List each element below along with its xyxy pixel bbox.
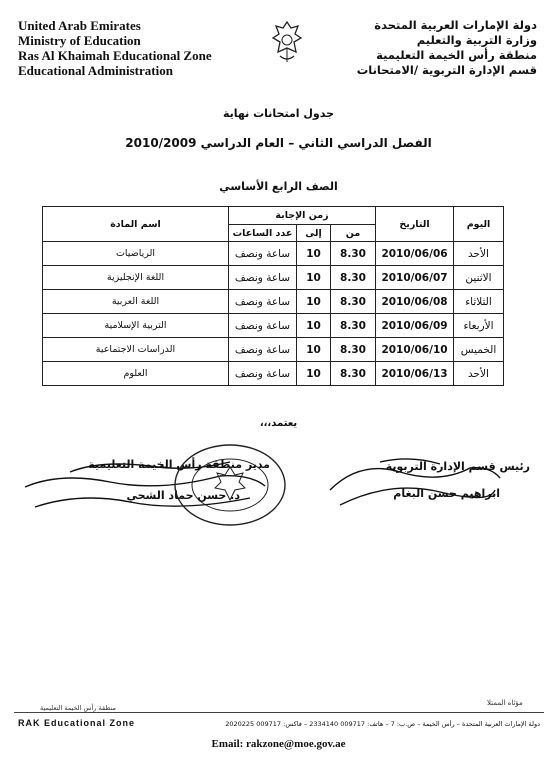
table-row	[43, 242, 504, 266]
table-row	[43, 266, 504, 290]
table-header-row	[43, 207, 504, 225]
footer-email: Email: rakzone@moe.gov.ae	[211, 738, 346, 750]
cell-date: 2010/06/09	[376, 314, 454, 338]
cell-date: 2010/06/07	[376, 266, 454, 290]
footer-contact-line: دولة الإمارات العربية المتحدة – رأس الخيمة – ص.ب: 7 – هاتف: 009717 2334140 – فاكس: 009717 2020225	[225, 720, 540, 728]
header-date: التاريخ	[376, 207, 454, 242]
arabic-header-line-4: قسم الإدارة التربوية /الامتحانات	[356, 63, 537, 77]
header-hours: عدد الساعات	[229, 225, 297, 242]
cell-to: 10	[297, 266, 331, 290]
cell-hours: ساعة ونصف	[229, 290, 297, 314]
arabic-header-line-3: منطقة رأس الخيمة التعليمية	[376, 48, 537, 62]
uae-emblem-icon	[270, 18, 304, 68]
official-stamp-icon	[170, 440, 290, 530]
english-header-line-4: Educational Administration	[18, 63, 173, 78]
arabic-header-line-1: دولة الإمارات العربية المتحدة	[374, 18, 537, 32]
cell-subject: اللغة العربية	[43, 290, 229, 314]
cell-to: 10	[297, 242, 331, 266]
cell-from: 8.30	[331, 338, 376, 362]
cell-subject: الرياضيات	[43, 242, 229, 266]
cell-hours: ساعة ونصف	[229, 314, 297, 338]
cell-day: الأحد	[454, 242, 504, 266]
cell-hours: ساعة ونصف	[229, 338, 297, 362]
header-answer-time: زمن الإجابة	[229, 207, 376, 225]
cell-date: 2010/06/13	[376, 362, 454, 386]
signature-right-name: ابراهيم حسن البغام	[393, 487, 500, 500]
signature-block-right	[330, 460, 530, 500]
document-title: جدول امتحانات نهاية	[222, 107, 335, 120]
header-day: اليوم	[454, 207, 504, 242]
signature-left-title: مدير منطقة رأس الخيمة التعليمية	[88, 458, 270, 471]
header-to: إلى	[297, 225, 331, 242]
cell-to: 10	[297, 314, 331, 338]
cell-from: 8.30	[331, 362, 376, 386]
english-header-line-2: Ministry of Education	[18, 33, 141, 48]
cell-from: 8.30	[331, 314, 376, 338]
cell-day: الأربعاء	[454, 314, 504, 338]
footer-right-small-text: مؤثاه الممتلا	[487, 699, 523, 707]
cell-date: 2010/06/08	[376, 290, 454, 314]
cell-date: 2010/06/06	[376, 242, 454, 266]
cell-subject: العلوم	[43, 362, 229, 386]
document-subtitle: الفصل الدراسي الثاني – العام الدراسي 2010/2009	[125, 136, 432, 150]
cell-day: الثلاثاء	[454, 290, 504, 314]
footer-left-small-text: منطقة رأس الخيمة التعليمية	[40, 704, 117, 712]
cell-from: 8.30	[331, 242, 376, 266]
cell-hours: ساعة ونصف	[229, 362, 297, 386]
cell-to: 10	[297, 290, 331, 314]
cell-from: 8.30	[331, 290, 376, 314]
arabic-header	[307, 18, 537, 78]
cell-day: الاثنين	[454, 266, 504, 290]
cell-to: 10	[297, 362, 331, 386]
cell-day: الخميس	[454, 338, 504, 362]
exam-schedule-table	[42, 206, 504, 386]
english-header-line-1: United Arab Emirates	[18, 18, 141, 33]
table-row	[43, 290, 504, 314]
cell-hours: ساعة ونصف	[229, 266, 297, 290]
cell-to: 10	[297, 338, 331, 362]
footer-zone-name: RAK Educational Zone	[18, 718, 136, 728]
grade-label: الصف الرابع الأساسي	[219, 180, 338, 193]
english-header-line-3: Ras Al Khaimah Educational Zone	[18, 48, 212, 63]
cell-hours: ساعة ونصف	[229, 242, 297, 266]
cell-subject: الدراسات الاجتماعية	[43, 338, 229, 362]
cell-subject: اللغة الإنجليزية	[43, 266, 229, 290]
cell-date: 2010/06/10	[376, 338, 454, 362]
approval-label: يعتمد،،،	[259, 418, 298, 429]
header-from: من	[331, 225, 376, 242]
signature-right-title: رئيس قسم الإدارة التربوية	[385, 460, 530, 473]
table-row	[43, 338, 504, 362]
footer-divider	[14, 712, 544, 713]
cell-subject: التربية الإسلامية	[43, 314, 229, 338]
cell-from: 8.30	[331, 266, 376, 290]
table-row	[43, 314, 504, 338]
english-header	[18, 18, 238, 78]
arabic-header-line-2: وزارة التربية والتعليم	[416, 33, 537, 47]
signature-left-name: د. حسن حماد الشحي	[126, 489, 240, 502]
cell-day: الأحد	[454, 362, 504, 386]
header-subject: اسم المادة	[43, 207, 229, 242]
table-row	[43, 362, 504, 386]
